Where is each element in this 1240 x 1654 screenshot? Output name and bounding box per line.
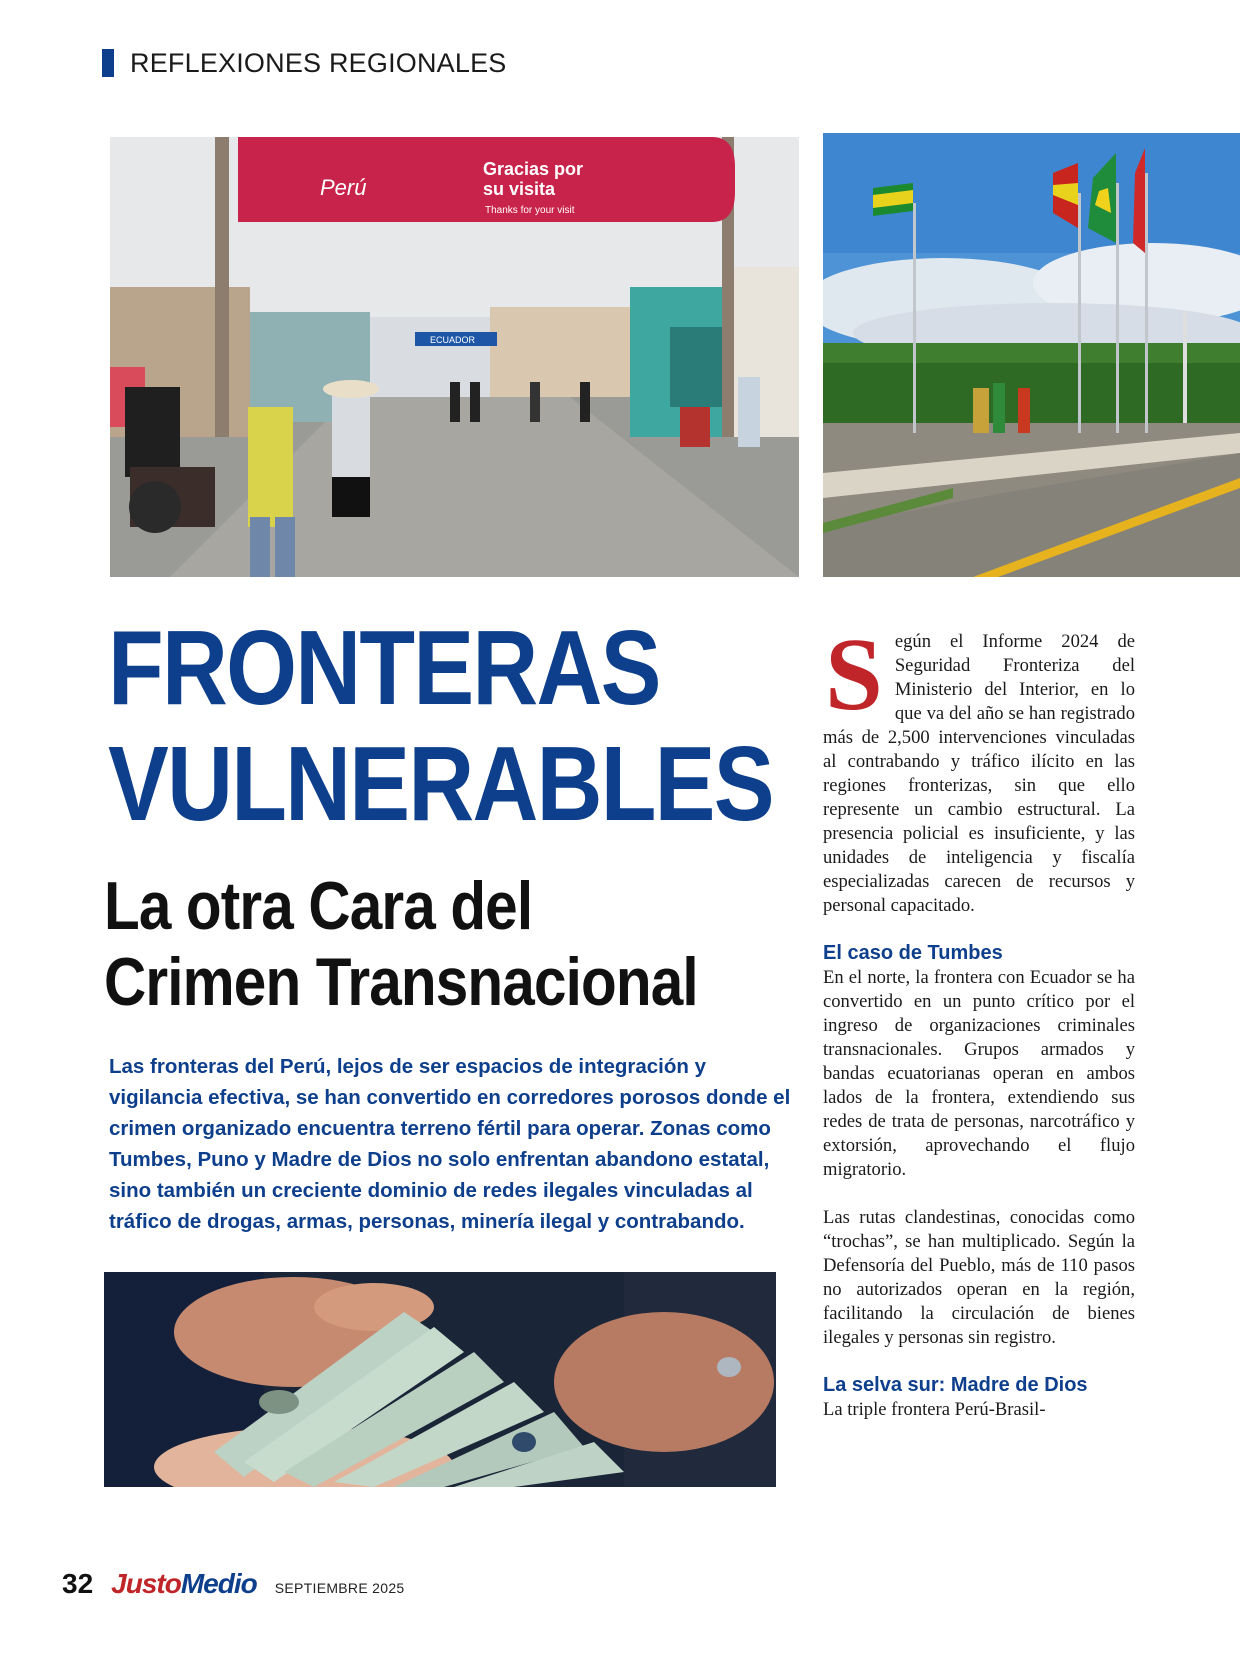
body-paragraph-3: Las rutas clandestinas, conocidas como “trochas”, se han multiplicado. Según la Defensoría del Pueblo, más de 110 pasos no autorizados operan en la región, facilitando la circulación de bienes ilegales y personas sin registro. (823, 1207, 1135, 1348)
page-number: 32 (62, 1568, 94, 1599)
money-exchange-photo (104, 1272, 776, 1487)
issue-date: SEPTIEMBRE 2025 (274, 1580, 405, 1596)
headline (108, 609, 773, 843)
logo-part-1: Justo (111, 1568, 181, 1599)
body-paragraph-1: egún el Informe 2024 de Seguridad Fronteriza del Ministerio del Interior, en lo que va del año se han registrado más de 2,500 intervenciones vinculadas al contrabando y tráfico ilícito en las regiones fronterizas, sin que ello represente un cambio estructural. La presencia policial es insuficiente, y las unidades de inteligencia y fiscalía especializadas carecen de recursos y personal capacitado. (823, 631, 1135, 916)
sign-text-3: Thanks for your visit (485, 205, 575, 216)
ecuador-sign-text: ECUADOR (430, 335, 476, 345)
dropcap: S (825, 617, 883, 732)
peru-brand-text: Perú (320, 175, 367, 200)
border-crossing-photo (110, 137, 799, 577)
page-footer (62, 1568, 405, 1604)
article-body-column (823, 617, 1135, 1422)
subheading-tumbes: El caso de Tumbes (823, 942, 1003, 964)
section-marker (102, 49, 114, 77)
logo-part-2: Medio (180, 1568, 257, 1599)
subheadline (104, 868, 758, 1020)
subheadline-line-2: Crimen Transnacional (104, 944, 698, 1020)
headline-line-1: FRONTERAS (108, 609, 660, 727)
body-paragraph-4: La triple frontera Perú-Brasil- (823, 1399, 1046, 1420)
lead-paragraph: Las fronteras del Perú, lejos de ser espacios de integración y vigilancia efectiva, se han convertido en corredores porosos donde el crimen organizado encuentra terreno fértil para operar. Zonas como Tumbes, Puno y Madre de Dios no solo enfrentan abandono estatal, sino también un creciente dominio de redes ilegales vinculadas al tráfico de drogas, armas, personas, minería ilegal y contrabando. (109, 1055, 791, 1233)
sign-text-1: Gracias por (483, 159, 584, 179)
subheadline-line-1: La otra Cara del (104, 868, 533, 944)
headline-line-2: VULNERABLES (108, 725, 773, 843)
flags-photo (823, 133, 1240, 577)
sign-text-2: su visita (483, 179, 556, 199)
paragraph-gap (823, 1182, 1135, 1206)
magazine-logo (111, 1568, 257, 1600)
subheading-madre-de-dios: La selva sur: Madre de Dios (823, 1374, 1088, 1396)
body-paragraph-2: En el norte, la frontera con Ecuador se ha convertido en un punto crítico por el ingreso de organizaciones criminales transnacionales. Grupos armados y bandas ecuatorianas operan en ambos lados de la frontera, extendiendo sus redes de trata de personas, narcotráfico y extorsión, aprovechando el flujo migratorio. (823, 967, 1135, 1180)
section-label: REFLEXIONES REGIONALES (130, 47, 507, 78)
section-tag (102, 48, 507, 78)
